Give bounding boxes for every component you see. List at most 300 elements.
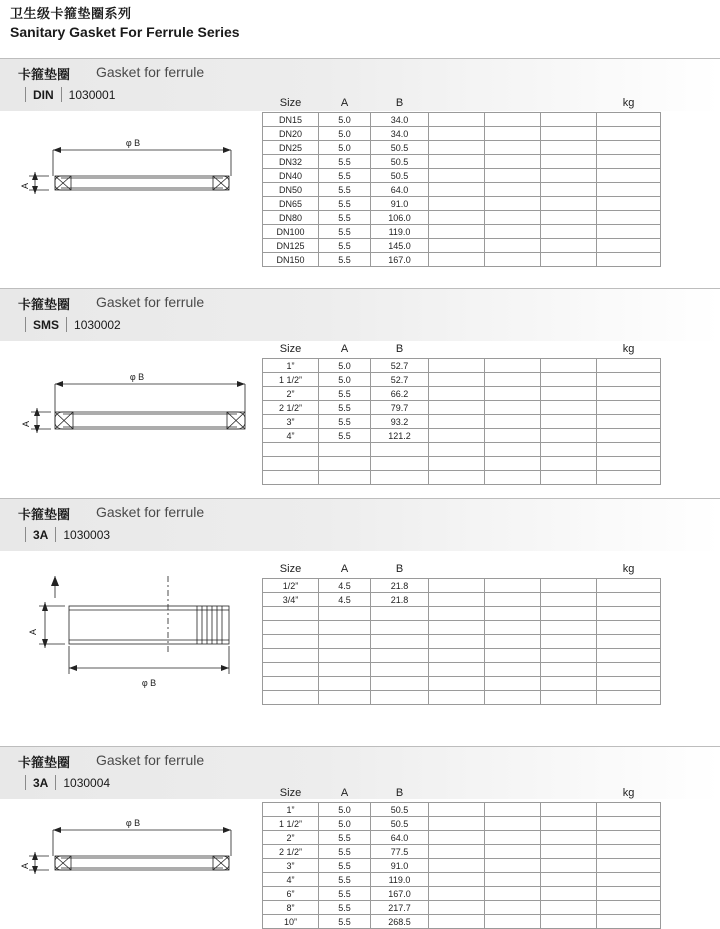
cell-blank [485,211,541,225]
cell-kg [597,831,661,845]
table-row [263,373,661,387]
standard-row [18,317,121,332]
col-a: A [319,340,371,359]
col-blank-2 [485,560,541,579]
cell-blank [429,225,485,239]
cell-size: 2 1/2” [263,401,319,415]
cell-a [319,677,371,691]
cell-kg [597,607,661,621]
table-row [263,127,661,141]
cell-blank [485,141,541,155]
cell-blank [541,401,597,415]
cell-blank [485,579,541,593]
col-blank-2 [485,340,541,359]
page-header [0,0,720,41]
spec-table-din [262,94,661,267]
cell-kg [597,593,661,607]
cell-kg [597,845,661,859]
cell-blank [429,663,485,677]
cell-size: 3” [263,859,319,873]
table-row [263,859,661,873]
table-row [263,141,661,155]
cell-blank [541,635,597,649]
col-kg: kg [597,784,661,803]
cell-size: DN50 [263,183,319,197]
table-row [263,607,661,621]
cell-blank [541,915,597,929]
cell-blank [429,691,485,705]
col-a: A [319,94,371,113]
cell-a: 4.5 [319,593,371,607]
dim-label-a: A [21,420,31,428]
cell-blank [429,915,485,929]
cell-blank [429,141,485,155]
table-row [263,183,661,197]
dim-label-b: φ B [125,818,141,828]
cell-kg [597,887,661,901]
cell-blank [485,113,541,127]
cell-blank [541,373,597,387]
cell-b: 50.5 [371,803,429,817]
cell-a [319,607,371,621]
table-row [263,415,661,429]
cell-b: 52.7 [371,373,429,387]
cell-a: 5.5 [319,845,371,859]
cell-blank [541,621,597,635]
spec-table-sms [262,340,661,485]
page-title-cn: 卫生级卡箍垫圈系列 [10,6,132,21]
table-header-row [263,94,661,113]
cell-b: 64.0 [371,831,429,845]
cell-b: 21.8 [371,579,429,593]
col-blank-1 [429,94,485,113]
standard-name: SMS [33,317,60,332]
cell-a: 5.5 [319,831,371,845]
cell-kg [597,817,661,831]
cell-size: DN20 [263,127,319,141]
standard-code: 1030003 [63,527,111,542]
section-title-en: Gasket for ferrule [96,294,205,310]
cell-a: 5.0 [319,373,371,387]
cell-size: 3/4” [263,593,319,607]
col-b: B [371,784,429,803]
standard-name: 3A [33,527,49,542]
cell-a: 5.5 [319,401,371,415]
cell-size: DN125 [263,239,319,253]
cell-size: DN32 [263,155,319,169]
cell-size [263,607,319,621]
table-row [263,831,661,845]
cell-size: DN80 [263,211,319,225]
cell-blank [429,579,485,593]
cell-a [319,635,371,649]
table-row [263,225,661,239]
cell-blank [541,845,597,859]
cell-b: 64.0 [371,183,429,197]
cell-kg [597,253,661,267]
cell-b: 50.5 [371,155,429,169]
cell-blank [541,225,597,239]
page-title-en: Sanitary Gasket For Ferrule Series [10,24,240,40]
cell-a: 5.5 [319,253,371,267]
cell-blank [485,457,541,471]
col-size: Size [263,94,319,113]
cell-kg [597,183,661,197]
cell-size: 1” [263,803,319,817]
col-blank-3 [541,784,597,803]
drawing-3a [15,808,265,918]
col-size: Size [263,784,319,803]
table-row [263,901,661,915]
cell-kg [597,579,661,593]
cell-a: 5.5 [319,169,371,183]
cell-b: 91.0 [371,859,429,873]
cell-a: 5.5 [319,211,371,225]
cell-b: 119.0 [371,873,429,887]
cell-size: 6” [263,887,319,901]
cell-kg [597,471,661,485]
cell-a: 5.0 [319,803,371,817]
cell-blank [541,155,597,169]
cell-blank [541,859,597,873]
cell-blank [485,677,541,691]
cell-kg [597,443,661,457]
cell-a: 5.0 [319,359,371,373]
cell-blank [485,817,541,831]
cell-blank [429,593,485,607]
cell-a: 5.5 [319,183,371,197]
col-a: A [319,560,371,579]
cell-a: 5.5 [319,429,371,443]
cell-blank [429,197,485,211]
cell-size [263,621,319,635]
cell-a: 5.5 [319,415,371,429]
dim-label-a: A [28,628,38,636]
cell-b [371,691,429,705]
cell-blank [485,443,541,457]
cell-b [371,677,429,691]
cell-blank [485,155,541,169]
table-row [263,845,661,859]
cell-kg [597,859,661,873]
col-blank-2 [485,784,541,803]
section-title-cn: 卡箍垫圈 [18,507,71,522]
cell-blank [485,831,541,845]
cell-size [263,691,319,705]
cell-blank [485,471,541,485]
cell-blank [429,113,485,127]
col-blank-1 [429,340,485,359]
cell-kg [597,211,661,225]
section-3a [0,746,720,927]
cell-b: 50.5 [371,141,429,155]
cell-size: 2 1/2” [263,845,319,859]
table-row [263,593,661,607]
cell-b: 77.5 [371,845,429,859]
cell-blank [541,253,597,267]
standard-row [18,775,110,790]
cell-b: 121.2 [371,429,429,443]
cell-blank [541,429,597,443]
cell-blank [541,415,597,429]
cell-kg [597,635,661,649]
table-row [263,155,661,169]
cell-blank [541,677,597,691]
cell-a: 5.5 [319,225,371,239]
cell-size [263,471,319,485]
cell-kg [597,113,661,127]
col-size: Size [263,560,319,579]
cell-blank [485,887,541,901]
cell-a: 5.0 [319,127,371,141]
cell-blank [541,579,597,593]
cell-b: 66.2 [371,387,429,401]
col-blank-1 [429,784,485,803]
cell-blank [429,471,485,485]
cell-kg [597,169,661,183]
cell-b: 145.0 [371,239,429,253]
cell-blank [429,677,485,691]
cell-a: 5.5 [319,873,371,887]
table-row [263,817,661,831]
cell-blank [429,401,485,415]
cell-size: 2” [263,831,319,845]
cell-blank [485,387,541,401]
dim-label-b: φ B [129,372,145,382]
cell-blank [485,691,541,705]
cell-a: 5.0 [319,141,371,155]
cell-blank [429,359,485,373]
cell-b [371,635,429,649]
cell-blank [429,373,485,387]
section-title-en: Gasket for ferrule [96,752,205,768]
col-blank-3 [541,560,597,579]
cell-blank [485,253,541,267]
col-kg: kg [597,560,661,579]
cell-blank [429,429,485,443]
cell-blank [429,817,485,831]
cell-a: 5.5 [319,859,371,873]
table-row [263,691,661,705]
cell-blank [541,471,597,485]
cell-blank [541,901,597,915]
cell-kg [597,373,661,387]
col-kg: kg [597,94,661,113]
cell-blank [429,887,485,901]
cell-blank [541,127,597,141]
cell-a [319,691,371,705]
cell-blank [485,649,541,663]
col-blank-3 [541,340,597,359]
cell-kg [597,663,661,677]
cell-blank [429,169,485,183]
cell-blank [429,183,485,197]
dim-label-a: A [20,862,30,870]
col-a: A [319,784,371,803]
cell-blank [541,239,597,253]
table-row [263,803,661,817]
cell-blank [541,197,597,211]
cell-blank [541,873,597,887]
col-blank-2 [485,94,541,113]
cell-blank [541,663,597,677]
table-row [263,873,661,887]
cell-b: 34.0 [371,113,429,127]
section-title-bar [0,498,720,551]
cell-kg [597,239,661,253]
cell-blank [541,831,597,845]
cell-kg [597,359,661,373]
cell-size: DN150 [263,253,319,267]
cell-a: 5.5 [319,387,371,401]
cell-kg [597,803,661,817]
cell-size: 1/2” [263,579,319,593]
cell-blank [485,845,541,859]
drawing-sms [15,360,275,470]
cell-blank [429,155,485,169]
cell-kg [597,915,661,929]
cell-b: 52.7 [371,359,429,373]
cell-blank [541,169,597,183]
cell-blank [485,607,541,621]
cell-blank [485,415,541,429]
cell-kg [597,225,661,239]
cell-b [371,471,429,485]
cell-size: 1” [263,359,319,373]
cell-b [371,663,429,677]
divider-right [55,527,56,542]
table-row [263,197,661,211]
cell-blank [541,457,597,471]
cell-a: 5.5 [319,197,371,211]
cell-blank [485,663,541,677]
cell-blank [485,359,541,373]
cell-a: 5.5 [319,887,371,901]
spec-table-3a-sleeve [262,560,661,705]
col-b: B [371,560,429,579]
cell-blank [429,211,485,225]
cell-kg [597,649,661,663]
dim-label-b: φ B [125,138,141,148]
cell-blank [485,901,541,915]
col-b: B [371,94,429,113]
cell-blank [485,429,541,443]
cell-blank [429,443,485,457]
cell-size: DN100 [263,225,319,239]
cell-kg [597,415,661,429]
cell-blank [485,635,541,649]
standard-row [18,87,115,102]
cell-blank [429,239,485,253]
cell-blank [541,387,597,401]
cell-blank [485,373,541,387]
cell-blank [485,239,541,253]
cell-blank [541,803,597,817]
cell-b: 217.7 [371,901,429,915]
section-title-en: Gasket for ferrule [96,504,205,520]
cell-b [371,621,429,635]
cell-blank [485,183,541,197]
cell-blank [485,621,541,635]
col-size: Size [263,340,319,359]
cell-size: 2” [263,387,319,401]
cell-blank [429,415,485,429]
table-row [263,239,661,253]
cell-kg [597,387,661,401]
cell-size: 10” [263,915,319,929]
col-blank-3 [541,94,597,113]
divider-left [25,317,26,332]
cell-b: 34.0 [371,127,429,141]
cell-blank [541,817,597,831]
table-row [263,401,661,415]
cell-b: 50.5 [371,817,429,831]
cell-a: 5.5 [319,155,371,169]
cell-kg [597,677,661,691]
cell-kg [597,873,661,887]
cell-blank [541,141,597,155]
cell-blank [541,649,597,663]
cell-size: DN65 [263,197,319,211]
section-din [0,58,720,265]
table-header-row [263,340,661,359]
divider-right [55,775,56,790]
cell-kg [597,457,661,471]
cell-blank [485,593,541,607]
table-row [263,429,661,443]
cell-a: 5.0 [319,817,371,831]
cell-size [263,663,319,677]
cell-b: 106.0 [371,211,429,225]
cell-b: 119.0 [371,225,429,239]
cell-a: 5.0 [319,113,371,127]
cell-kg [597,691,661,705]
cell-blank [541,359,597,373]
table-row [263,253,661,267]
cell-blank [429,127,485,141]
cell-blank [541,593,597,607]
table-row [263,359,661,373]
cell-blank [429,253,485,267]
cell-b: 268.5 [371,915,429,929]
drawing-3a-sleeve [15,558,265,703]
table-header-row [263,560,661,579]
table-row [263,677,661,691]
cell-size: 1 1/2” [263,373,319,387]
cell-blank [541,691,597,705]
col-blank-1 [429,560,485,579]
standard-code: 1030004 [63,775,111,790]
cell-blank [429,803,485,817]
cell-blank [485,803,541,817]
standard-row [18,527,110,542]
cell-blank [541,607,597,621]
cell-a [319,457,371,471]
divider-left [25,87,26,102]
cell-b: 167.0 [371,887,429,901]
divider-right [66,317,67,332]
cell-blank [429,621,485,635]
drawing-din [15,120,265,230]
cell-blank [485,225,541,239]
section-title-cn: 卡箍垫圈 [18,297,71,312]
cell-size: 8” [263,901,319,915]
cell-size: 4” [263,873,319,887]
cell-blank [429,635,485,649]
cell-size [263,635,319,649]
cell-kg [597,141,661,155]
cell-b: 93.2 [371,415,429,429]
